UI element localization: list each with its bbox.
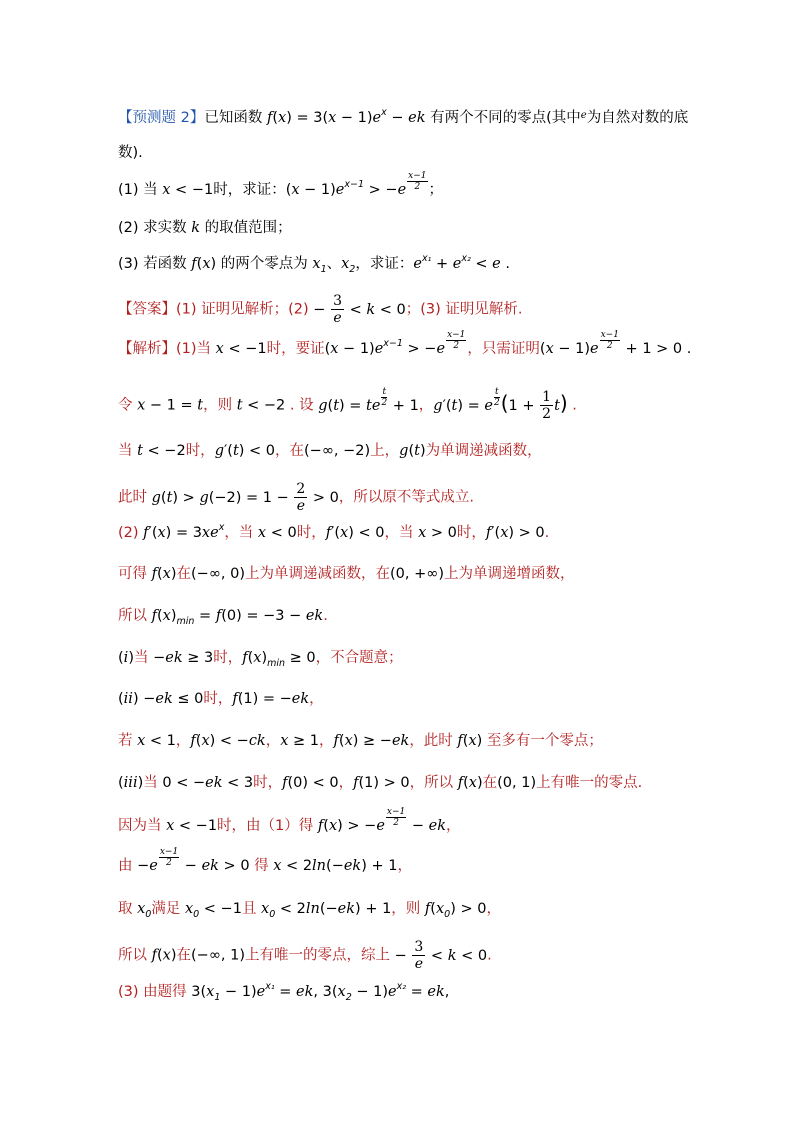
solution-line-11: (iii)当 0 < −ek < 3时，f(0) < 0，f(1) > 0，所以 f(x)在(0, 1)上有唯一的零点.	[118, 775, 643, 791]
answer-line: 【答案】(1) 证明见解析；(2) − $\frac{3}{e}$ < k < 0；(3) 证明见解析.	[118, 293, 523, 326]
answer-tag: 【答案】	[118, 301, 176, 318]
solution-tag: 【解析】	[118, 341, 176, 357]
solution-line-5: (2) $f'(x) = 3xe^x$，当 x < 0时，f′(x) < 0，当 x > 0时，f′(x) > 0.	[118, 522, 550, 541]
problem-statement-line-2: 数).	[118, 145, 143, 161]
question-2: (2) 求实数 k 的取值范围；	[118, 220, 292, 236]
question-3: (3) 若函数 f(x) 的两个零点为 $x_1$、$x_2$，求证：$e^{x_1} + e^{x_2} < e$ .	[118, 253, 510, 275]
solution-line-3: 当 t < −2时，g′(t) < 0，在(−∞, −2)上，g(t)为单调递减函数，	[118, 443, 542, 459]
solution-line-16: (3) 由题得 $3(x_1 - 1)e^{x_1}$ = ek, $3(x_2 - 1)e^{x_2}$ = ek,	[118, 981, 450, 1003]
solution-line-14: 取 $x_0$满足 $x_0 < -1$且 $x_0 < 2\ln(-ek) + 1$，则 $f(x_0) > 0$，	[118, 901, 501, 920]
solution-line-4: 此时 g(t) > g(−2) = 1 − $\frac{2}{e}$ > 0，所以原不等式成立.	[118, 481, 475, 514]
problem-statement-line-1: 【预测题 2】已知函数 $f(x) = 3(x - 1)e^x$ − ek 有两个不同的零点(其中$^e$为自然对数的底	[118, 107, 689, 126]
solution-line-9: (ii) −ek ≤ 0时，f(1) = −ek，	[118, 691, 324, 707]
solution-line-15: 所以 f(x)在(−∞, 1)上有唯一的零点，综上 − $\frac{3}{e}$ < k < 0.	[118, 939, 492, 972]
solution-line-12: 因为当 x < −1时，由（1）得 f(x) > −e $\frac{x-1}{2}$ − ek，	[118, 807, 461, 834]
solution-line-6: 可得 f(x)在(−∞, 0)上为单调递减函数，在(0, +∞)上为单调递增函数，	[118, 566, 575, 582]
solution-line-10: 若 x < 1，f(x) < −ck，x ≥ 1，f(x) ≥ −ek，此时 f(x) 至多有一个零点；	[118, 733, 603, 749]
solution-line-2: 令 x − 1 = t，则 t < −2 . 设 g(t) = te $\frac{t}{2}$ + 1，g′(t) = e $\frac{t}{2}$ (1 + $\frac{1}{2}$ t) .	[118, 386, 577, 422]
question-1: (1) 当 x < −1时，求证：$(x - 1)e^{x-1} > -e$ $\frac{x-1}{2}$ ；	[118, 171, 443, 198]
solution-line-8: (i)当 −ek ≥ 3时，$f(x)_{min} \ge 0$，不合题意；	[118, 650, 403, 669]
solution-line-7: 所以 $f(x)_{min} = f(0) = -3$ − ek.	[118, 608, 328, 627]
solution-line-13: 由 −e $\frac{x-1}{2}$ − ek > 0 得 x < 2ln(−ek) + 1，	[118, 847, 412, 874]
solution-line-1: 【解析】(1)当 x < −1时，要证$(x - 1)e^{x-1} > -e$ $\frac{x-1}{2}$ ，只需证明(x − 1)e $\frac{x-1}{2}$ + 1 > 0 .	[118, 330, 692, 357]
problem-tag: 【预测题 2】	[118, 110, 205, 126]
